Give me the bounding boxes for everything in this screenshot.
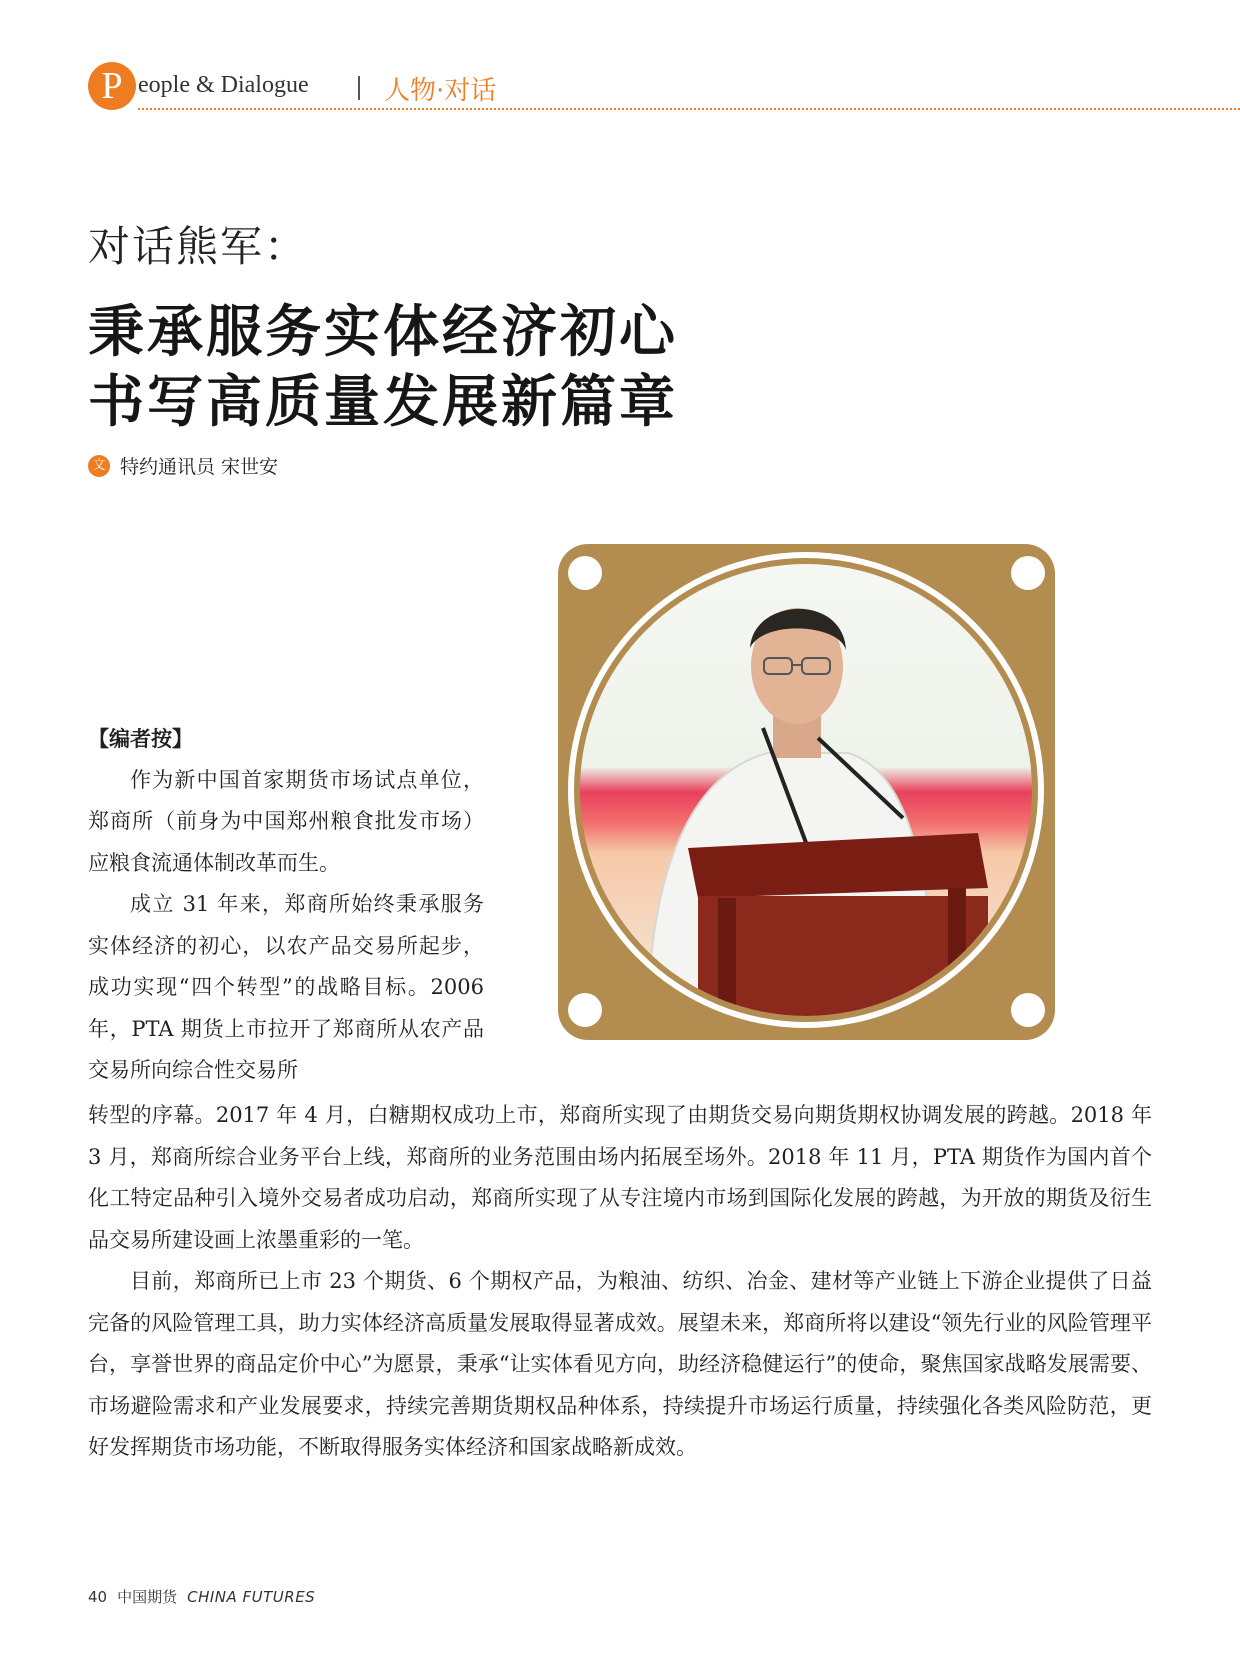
section-name-chinese: 人物·对话 (384, 76, 497, 106)
section-name-english: eople & Dialogue (138, 72, 309, 98)
speaker-photo-frame (558, 538, 1055, 1046)
article-kicker: 对话熊军： (88, 222, 309, 271)
article-column-text (88, 718, 484, 1092)
header-divider (358, 76, 360, 100)
page-footer (88, 1586, 315, 1607)
editor-note-label: 【编者按】 (88, 726, 193, 751)
p-initial-badge: P (88, 62, 136, 110)
speaker-photo (558, 538, 1055, 1046)
paragraph-2-continuation: 转型的序幕。2017 年 4 月，白糖期权成功上市，郑商所实现了由期货交易向期货期权协调发展的跨越。2018 年 3 月，郑商所综合业务平台上线，郑商所的业务范围由场内拓展至场外。2018 年 11 月，PTA 期货作为国内首个化工特定品种引入境外交易者成功启动，郑商所实现了从专注境内市场到国际化发展的跨越，为开放的期货及衍生品交易所建设画上浓墨重彩的一笔。 (88, 1103, 1152, 1252)
author-icon: 文 (88, 455, 110, 477)
magazine-name-chinese: 中国期货 (117, 1588, 178, 1606)
byline (88, 452, 278, 479)
byline-text: 特约通讯员 宋世安 (120, 456, 279, 478)
article-title-line-1: 秉承服务实体经济初心 (88, 300, 678, 365)
page-number: 40 (88, 1588, 108, 1606)
paragraph-1: 作为新中国首家期货市场试点单位，郑商所（前身为中国郑州粮食批发市场）应粮食流通体制改革而生。 (88, 767, 484, 875)
article-title-line-2: 书写高质量发展新篇章 (88, 370, 678, 435)
section-header (88, 58, 1240, 114)
article-full-width-text (88, 1095, 1152, 1469)
header-dotted-rule (138, 108, 1240, 110)
paragraph-3: 目前，郑商所已上市 23 个期货、6 个期权产品，为粮油、纺织、冶金、建材等产业链上下游企业提供了日益完备的风险管理工具，助力实体经济高质量发展取得显著成效。展望未来，郑商所将以建设“领先行业的风险管理平台，享誉世界的商品定价中心”为愿景，秉承“让实体看见方向，助经济稳健运行”的使命，聚焦国家战略发展需要、市场避险需求和产业发展要求，持续完善期货期权品种体系，持续提升市场运行质量，持续强化各类风险防范，更好发挥期货市场功能，不断取得服务实体经济和国家战略新成效。 (88, 1269, 1152, 1459)
paragraph-2: 成立 31 年来，郑商所始终秉承服务实体经济的初心，以农产品交易所起步，成功实现“四个转型”的战略目标。2006 年，PTA 期货上市拉开了郑商所从农产品交易所向综合性交易所 (88, 892, 484, 1082)
magazine-name-english: CHINA FUTURES (187, 1588, 316, 1606)
